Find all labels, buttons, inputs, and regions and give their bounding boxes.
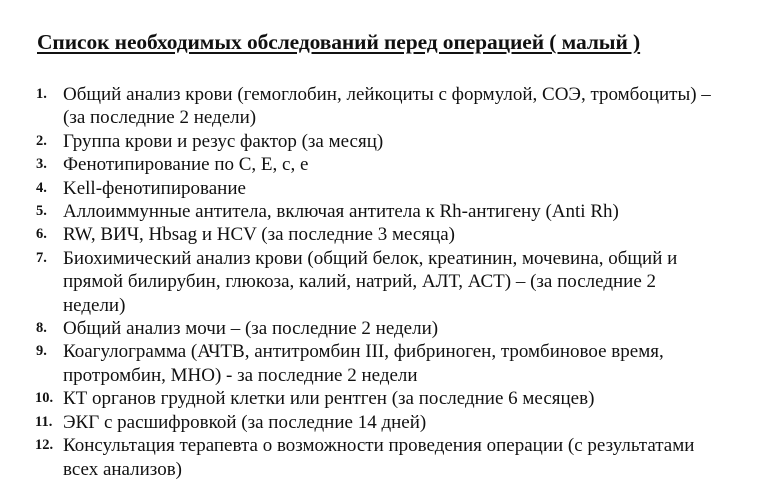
list-item-10	[0, 387, 723, 410]
list-item-9	[0, 340, 723, 387]
list-item-7	[0, 247, 723, 317]
item-text: Kell-фенотипирование	[63, 177, 246, 199]
requirements-list	[0, 83, 760, 481]
item-number: 5.	[36, 203, 47, 220]
item-text: КТ органов грудной клетки или рентген (за последние 6 месяцев)	[63, 388, 595, 410]
item-text: Биохимический анализ крови (общий белок, креатинин, мочевина, общий и прямой билирубин, глюкоза, калий, натрий, АЛТ, АСТ) – (за последние 2 недели)	[63, 247, 678, 316]
item-number: 8.	[36, 320, 47, 337]
list-item-2	[0, 130, 723, 153]
item-number: 1.	[36, 86, 47, 102]
list-item-6	[0, 223, 723, 246]
item-number: 10.	[35, 390, 54, 407]
list-item-12	[0, 434, 723, 481]
item-number: 7.	[36, 249, 47, 266]
item-number: 4.	[36, 179, 47, 196]
item-number: 9.	[36, 343, 47, 360]
item-number: 11.	[35, 413, 53, 430]
document-title: Список необходимых обследований перед операцией ( малый )	[37, 30, 641, 54]
item-number: 6.	[36, 226, 47, 243]
list-item-1	[0, 83, 723, 130]
list-item-4	[0, 177, 723, 200]
item-text: Группа крови и резус фактор (за месяц)	[63, 130, 384, 152]
list-item-5	[0, 200, 723, 223]
item-text: Аллоиммунные антитела, включая антитела к Rh-антигену (Anti Rh)	[63, 201, 619, 223]
item-text: ЭКГ с расшифровкой (за последние 14 дней)	[63, 411, 427, 433]
item-number: 12.	[35, 437, 54, 454]
list-item-3	[0, 153, 723, 176]
item-number: 2.	[36, 132, 47, 149]
list-item-11	[0, 411, 723, 434]
item-text: Консультация терапевта о возможности проведения операции (с результатами всех анализов)	[63, 435, 695, 480]
item-text: RW, ВИЧ, Hbsag и HCV (за последние 3 месяца)	[63, 224, 456, 246]
list-item-8	[0, 317, 723, 340]
item-text: Общий анализ крови (гемоглобин, лейкоциты с формулой, СОЭ, тромбоциты) – (за последние 2 недели)	[63, 84, 711, 129]
item-text: Фенотипирование по C, E, c, e	[63, 154, 309, 176]
item-number: 3.	[36, 156, 47, 173]
item-text: Общий анализ мочи – (за последние 2 недели)	[63, 318, 439, 340]
item-text: Коагулограмма (АЧТВ, антитромбин III, фибриноген, тромбиновое время, протромбин, МНО) - за последние 2 недели	[63, 341, 664, 386]
